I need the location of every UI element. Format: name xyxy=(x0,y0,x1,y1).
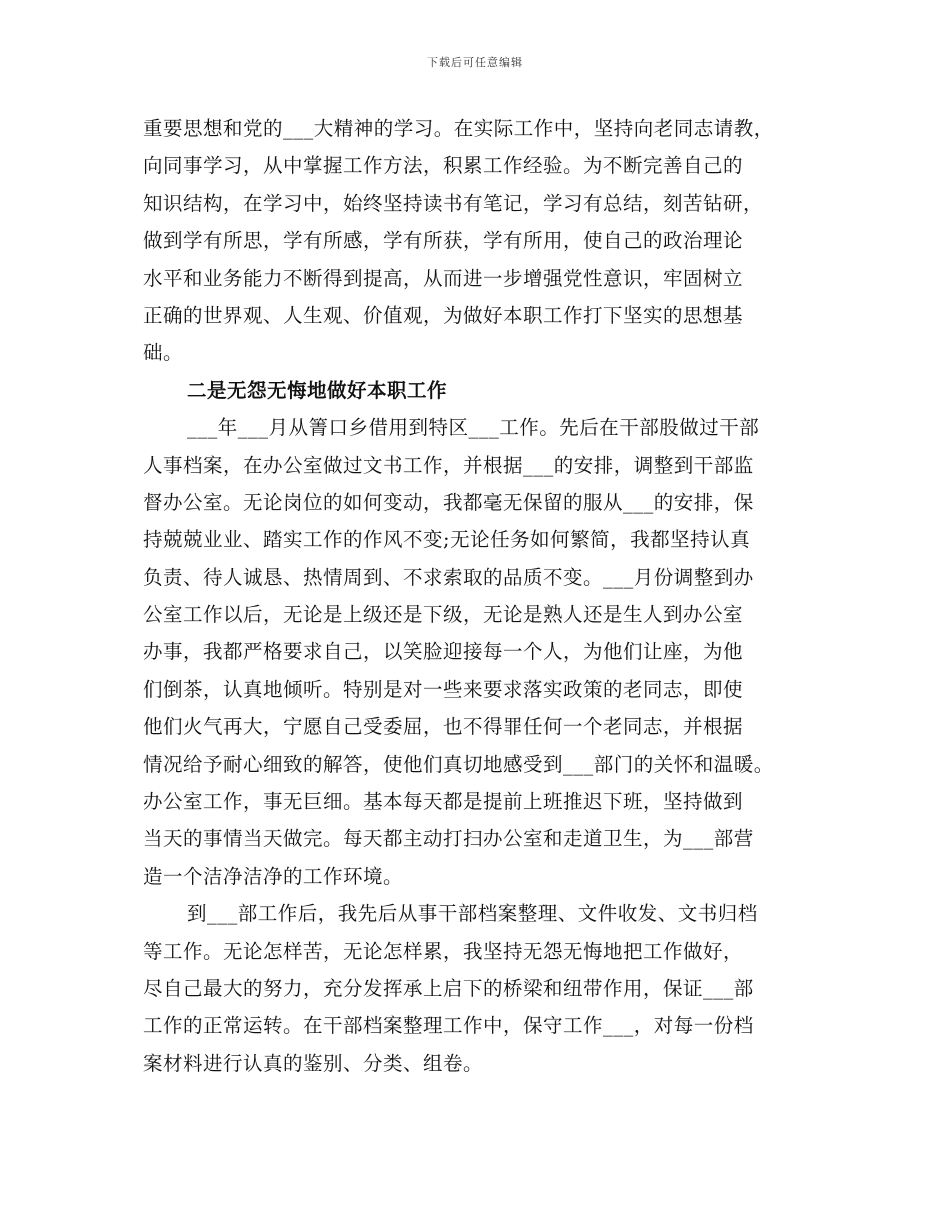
text-line: 工作的正常运转。在干部档案整理工作中，保守工作___，对每一份档 xyxy=(143,1014,754,1038)
text-line: 知识结构，在学习中，始终坚持读书有笔记，学习有总结，刻苦钻研， xyxy=(143,191,764,215)
text-line: 公室工作以后，无论是上级还是下级，无论是熟人还是生人到办公室 xyxy=(143,603,744,627)
text-line: 案材料进行认真的鉴别、分类、组卷。 xyxy=(143,1051,484,1075)
text-line: 他们火气再大，宁愿自己受委屈，也不得罪任何一个老同志，并根据 xyxy=(143,715,744,739)
text-line: 尽自己最大的努力，充分发挥承上启下的桥梁和纽带作用，保证___部 xyxy=(143,976,754,1000)
text-line: 重要思想和党的___大精神的学习。在实际工作中，坚持向老同志请教， xyxy=(143,117,774,140)
text-line: 水平和业务能力不断得到提高，从而进一步增强党性意识，牢固树立 xyxy=(143,266,744,290)
section-heading: 二是无怨无悔地做好本职工作 xyxy=(187,378,448,402)
text-line: 办事，我都严格要求自己，以笑脸迎接每一个人，为他们让座，为他 xyxy=(143,640,744,664)
page-header: 下载后可任意编辑 xyxy=(427,56,523,69)
text-line: 督办公室。无论岗位的如何变动，我都毫无保留的服从___的安排，保 xyxy=(143,490,754,514)
text-line: ___年___月从箐口乡借用到特区___工作。先后在干部股做过干部 xyxy=(187,416,760,440)
text-line: 正确的世界观、人生观、价值观，为做好本职工作打下坚实的思想基 xyxy=(143,303,744,327)
text-line: 负责、待人诚恳、热情周到、不求索取的品质不变。___月份调整到办 xyxy=(143,565,754,589)
text-line: 造一个洁净洁净的工作环境。 xyxy=(143,864,404,888)
text-line: 础。 xyxy=(143,341,184,365)
text-line: 当天的事情当天做完。每天都主动打扫办公室和走道卫生，为___部营 xyxy=(143,827,754,851)
text-line: 们倒茶，认真地倾听。特别是对一些来要求落实政策的老同志，即使 xyxy=(143,677,744,701)
text-line: 等工作。无论怎样苦，无论怎样累，我坚持无怨无悔地把工作做好， xyxy=(143,939,744,963)
text-line: 持兢兢业业、踏实工作的作风不变;无论任务如何繁简，我都坚持认真 xyxy=(143,528,751,552)
text-line: 向同事学习，从中掌握工作方法，积累工作经验。为不断完善自己的 xyxy=(143,154,744,178)
text-line: 办公室工作，事无巨细。基本每天都是提前上班推迟下班，坚持做到 xyxy=(143,790,744,814)
text-line: 情况给予耐心细致的解答，使他们真切地感受到___部门的关怀和温暖。 xyxy=(143,752,774,776)
document-body xyxy=(143,110,823,1082)
text-line: 做到学有所思，学有所感，学有所获，学有所用，使自己的政治理论 xyxy=(143,229,744,253)
text-line: 到___部工作后，我先后从事干部档案整理、文件收发、文书归档 xyxy=(187,902,758,926)
text-line: 人事档案，在办公室做过文书工作，并根据___的安排，调整到干部监 xyxy=(143,453,754,477)
